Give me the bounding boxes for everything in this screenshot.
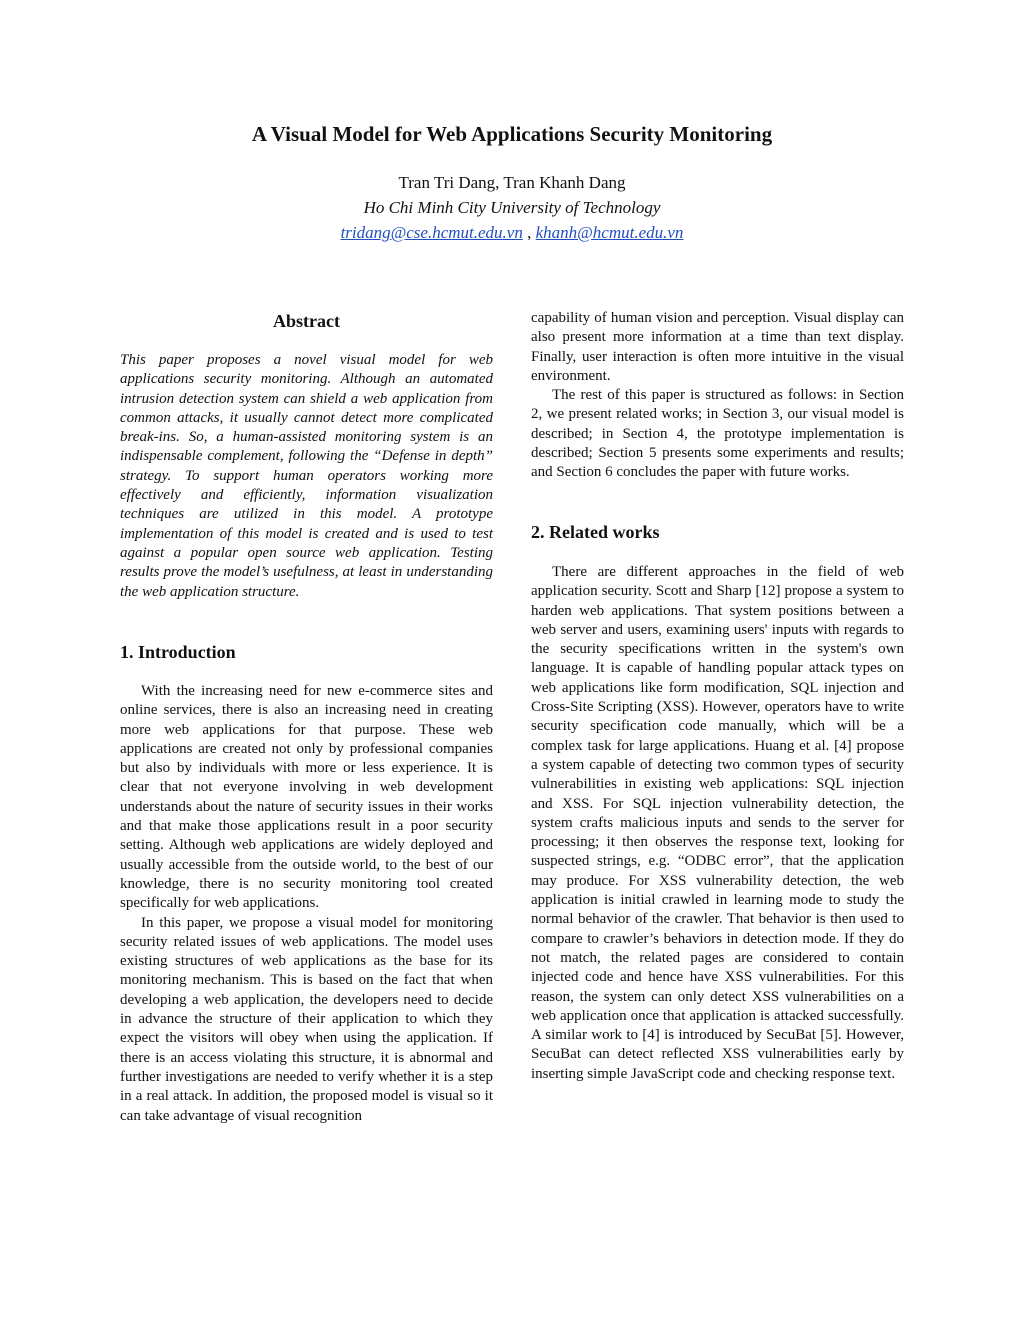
email-separator: , [522, 223, 536, 242]
paper-structure-paragraph: The rest of this paper is structured as follows: in Section 2, we present related works; in Section 3, our visual model is described; in Section 4, the prototype implementation is described; Section 5 presents some experiments and results; and Section 6 concludes the paper with future works. [531, 387, 904, 481]
intro-paragraph-2: In this paper, we propose a visual model for monitoring security related issues of web applications. The model uses existing structures of web applications as the base for its monitoring mechanism. This is based on the fact that when developing a web application, the developers need to decide in advance the structure of their application to which they expect the visitors will obey when using the application. If there is an access violating this structure, it is abnormal and further investigations are needed to verify whether it is a step in a real attack. In addition, the proposed model is visual so it can take advantage of visual recognition [120, 914, 493, 1124]
abstract-text: This paper proposes a novel visual model for web applications security monitoring. Although an automated intrusion detection system can shield a web application from common attacks, it usually cannot detect more complicated break-ins. So, a human-assisted monitoring system is an indispensable complement, following the “Defense in depth” strategy. To support human operators working more effectively and efficiently, information visualization techniques are utilized in this model. A prototype implementation of this model is created and is used to test against a popular open source web application. Testing results prove the model’s usefulness, at least in understanding the web application structure. [120, 352, 493, 600]
email-link-2[interactable]: khanh@hcmut.edu.vn [535, 223, 684, 242]
email-link-1[interactable]: tridang@cse.hcmut.edu.vn [340, 223, 523, 242]
related-works-paragraph: There are different approaches in the field of web application security. Scott and Sharp [12] propose a system to harden web applications. That system positions between a web server and users, examining users' inputs with regards to the security specifications written in the system's own language. It is capable of handling popular attack types on web applications like form modification, SQL injection and Cross-Site Scripting (XSS). However, operators have to write security specification code manually, which will be a complex task for large applications. Huang et al. [4] propose a system capable of detecting two common types of security vulnerabilities in existing web applications: SQL injection and XSS. For SQL injection vulnerability detection, the system crafts malicious inputs and sends to the server for processing; it then observes the response text, looking for suspected strings, e.g. “ODBC error”, that the application may produce. For XSS vulnerability detection, the web application is initial crawled in learning mode to study the normal behavior of the crawler. That behavior is then used to compare to crawler’s behaviors in detection mode. If they do not match, the related pages are considered to contain injected code and hence have XSS vulnerabilities. For this reason, the system can only detect XSS vulnerabilities on a web application once that application is attacked successfully. A similar work to [4] is introduced by SecuBat [5]. However, SecuBat can detect reflected XSS vulnerabilities early by inserting simple JavaScript code and checking response text. [531, 564, 904, 1082]
related-works-heading: 2. Related works [531, 522, 660, 542]
paper-title: A Visual Model for Web Applications Security Monitoring [251, 122, 773, 146]
author-block [0, 170, 1024, 245]
related-works-body [531, 563, 904, 1084]
intro-paragraph-1: With the increasing need for new e-commerce sites and online services, there is also an increasing need in creating more web applications for that purpose. These web applications are created not only by professional companies but also by individuals with more or less experience. It is clear that not everyone involving in web development understands about the nature of security issues in their works and that make those applications result in a poor security setting. Although web applications are widely deployed and usually accessible from the outside world, to the best of our knowledge, there is no security monitoring tool created specifically for web applications. [120, 683, 493, 912]
right-column-top [531, 309, 904, 483]
author-names: Tran Tri Dang, Tran Khanh Dang [398, 173, 626, 192]
abstract-heading: Abstract [273, 311, 340, 331]
intro-continuation: capability of human vision and perception. Visual display can also present more information at a time than text display. Finally, user interaction is often more intuitive in the visual environment. [531, 310, 904, 384]
introduction-body [120, 682, 493, 1126]
email-line [0, 220, 1024, 245]
introduction-heading: 1. Introduction [120, 642, 236, 662]
affiliation: Ho Chi Minh City University of Technology [363, 198, 661, 217]
